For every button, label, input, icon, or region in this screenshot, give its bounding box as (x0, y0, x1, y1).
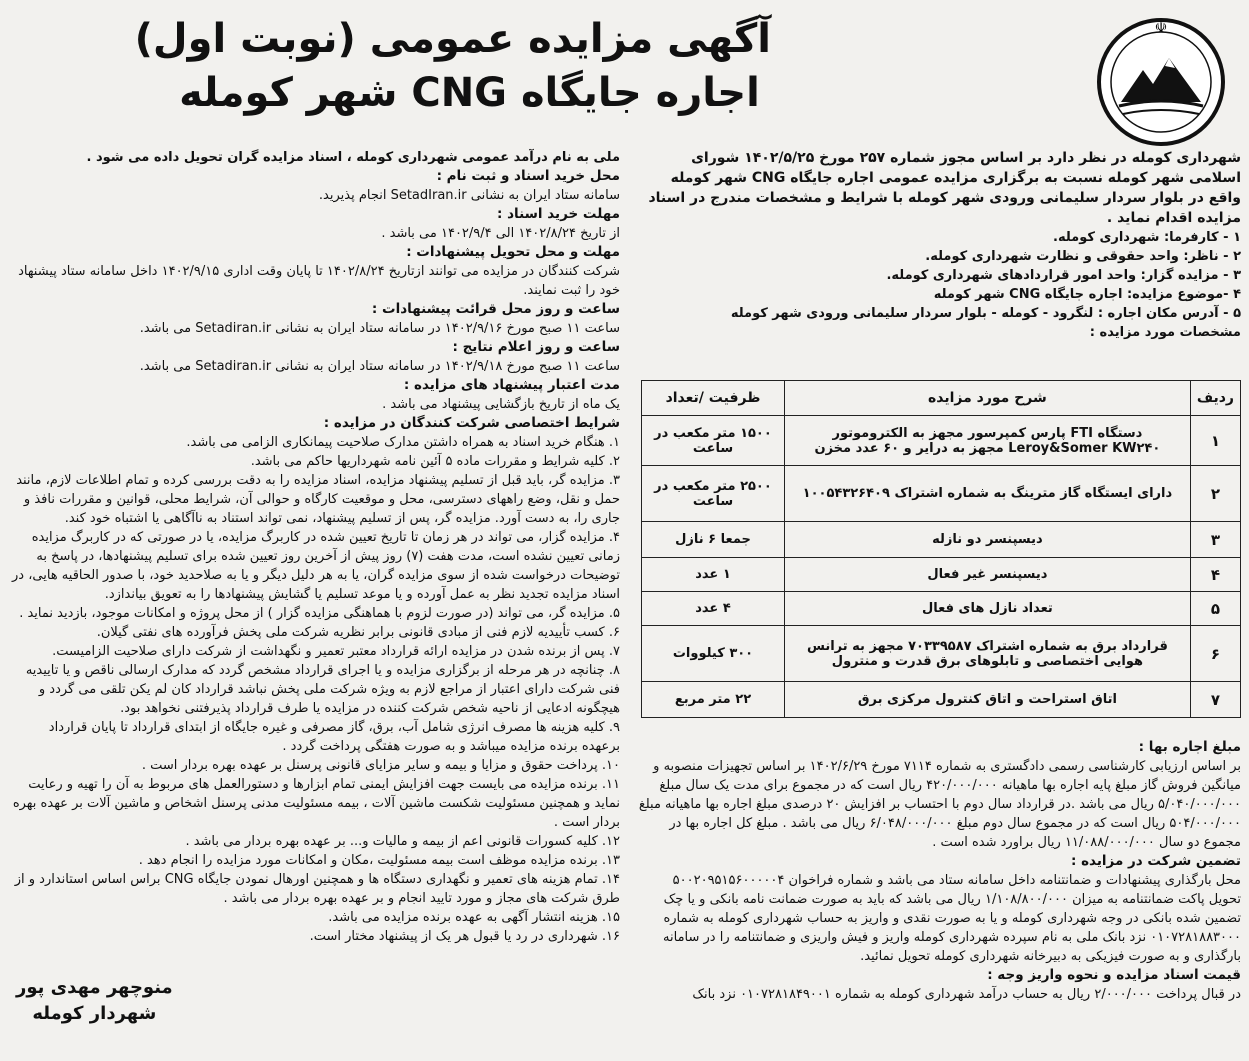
table-row (642, 558, 1241, 592)
section-text: شرکت کنندگان در مزایده می توانند ازتاریخ ۱۴۰۲/۸/۲۴ تا پایان وقت اداری ۱۴۰۲/۹/۱۵ داخل سامانه ستاد پیشنهاد خود را ثبت نمایند. (18, 264, 620, 298)
condition-item: ۱۳. برنده مزایده موظف است بیمه مسئولیت ،مکان و امکانات مورد مزایده را انجام دهد . (138, 853, 620, 868)
docs-price-heading: قیمت اسناد مزایده و نحوه واریز وجه : (987, 967, 1241, 983)
list-item: ۵ - آدرس مکان اجاره : لنگرود - کومله - بلوار سردار سلیمانی ورودی شهر کومله (730, 306, 1241, 321)
table-row (642, 466, 1241, 522)
col-header-capacity: ظرفیت /تعداد (642, 381, 785, 416)
section-text: ساعت ۱۱ صبح مورخ ۱۴۰۲/۹/۱۸ در سامانه ستاد ایران به نشانی Setadiran.ir می باشد. (139, 359, 620, 374)
row-description: دیسپنسر غیر فعال (785, 558, 1191, 592)
intro-paragraph: شهرداری کومله در نظر دارد بر اساس مجوز شماره ۲۵۷ مورخ ۱۴۰۲/۵/۲۵ شورای اسلامی شهر کومله نسبت به برگزاری مزایده عمومی اجاره جایگاه CNG شهر کومله واقع در بلوار سردار سلیمانی ورودی شهر کومله با شرایط و مشخصات مندرج در اسناد مزایده اقدام نماید . (648, 150, 1241, 226)
row-capacity: ۲۵۰۰ متر مکعب در ساعت (642, 466, 785, 522)
col-header-description: شرح مورد مزایده (785, 381, 1191, 416)
items-table (641, 380, 1241, 718)
row-capacity: ۴ عدد (642, 592, 785, 626)
condition-item: ۷. پس از برنده شدن در مزایده ارائه قرارداد معتبر تعمیر و نگهداشت از شرکت دارای صلاحیت الزامیست. (52, 644, 620, 659)
table-row (642, 682, 1241, 718)
municipality-logo (1091, 10, 1231, 150)
row-index: ۲ (1190, 466, 1240, 522)
condition-item: ۱۱. برنده مزایده می بایست جهت افزایش ایمنی تمام ابزارها و دستورالعمل های مربوط به آن را تهیه و رعایت نماید و همچنین مسئولیت شکست ماشین آلات ، بیمه مسئولیت مدنی پرسنل اشخاص و ماشین آلات بر عهده بهره بردار است . (12, 777, 620, 830)
table-row (642, 416, 1241, 466)
row-description: اتاق استراحت و اتاق کنترول مرکزی برق (785, 682, 1191, 718)
row-description: تعداد نازل های فعال (785, 592, 1191, 626)
notice-titles (134, 12, 771, 120)
signer-name: منوچهر مهدی پور (16, 977, 173, 998)
section-heading: مهلت و محل تحویل پیشنهادات : (406, 244, 620, 260)
row-index: ۳ (1190, 522, 1240, 558)
condition-item: ۱۵. هزینه انتشار آگهی به عهده برنده مزایده می باشد. (328, 910, 620, 925)
condition-item: ۸. چنانچه در هر مرحله از برگزاری مزایده و یا اجرای قرارداد مشخص گردد که مدارک ارسالی ناقص و یا تاییدیه فنی شرکت دارای اعتبار از مراجع لازم به ویژه شرکت ملی پخش نباشد قرارداد کان لم یکن تلقی می گردد و هیچگونه ادعایی از ناحیه شخص شرکت کننده در مزایده یا طرف قرارداد پذیرفتنی نخواهد بود. (25, 663, 620, 716)
right-column (637, 148, 1241, 1057)
condition-item: ۳. مزایده گر، باید قبل از تسلیم پیشنهاد مزایده، اسناد مزایده را به دقت بررسی کرده و تمام اطلاعات لازم، مانند حمل و نقل، وضع راههای دسترسی، محل و موقعیت کارگاه و حوالی آن، شرایط محلی، قوانین و مقررات نافذ و جاری را، به دست آورد. مزایده گر، پس از تسلیم پیشنهاد، نمی تواند استناد به ناآگاهی یا اشتباه خود کند. (16, 473, 620, 526)
section-text: از تاریخ ۱۴۰۲/۸/۲۴ الی ۱۴۰۲/۹/۴ می باشد . (381, 226, 620, 241)
condition-item: ۶. کسب تأییدیه لازم فنی از مبادی قانونی برابر نظریه شرکت ملی پخش فرآورده های نفتی گیلان. (96, 625, 620, 640)
signature-block (16, 975, 173, 1027)
condition-item: ۱۶. شهرداری در رد یا قبول هر یک از پیشنهاد مختار است. (309, 929, 620, 944)
row-index: ۵ (1190, 592, 1240, 626)
table-row (642, 592, 1241, 626)
condition-item: ۹. کلیه هزینه ها مصرف انرژی شامل آب، برق، گاز مصرفی و غیره جایگاه از ابتدای قرارداد تا پایان قرارداد برعهده برنده مزایده میباشد و به صورت هفتگی پرداخت گردد . (48, 720, 620, 754)
section-text: یک ماه از تاریخ بازگشایی پیشنهاد می باشد . (382, 397, 620, 412)
condition-item: ۱. هنگام خرید اسناد به همراه داشتن مدارک صلاحیت پیمانکاری الزامی می باشد. (186, 435, 620, 450)
notice-title: آگهی مزایده عمومی (نوبت اول) (134, 16, 771, 62)
row-capacity: ۱ عدد (642, 558, 785, 592)
row-capacity: جمعا ۶ نازل (642, 522, 785, 558)
section-text: ساعت ۱۱ صبح مورخ ۱۴۰۲/۹/۱۶ در سامانه ستاد ایران به نشانی Setadiran.ir می باشد. (139, 321, 620, 336)
list-item: ۴ -موضوع مزایده: اجاره جایگاه CNG شهر کومله (933, 287, 1241, 302)
rent-heading: مبلغ اجاره بها : (1138, 739, 1241, 755)
list-item: ۳ - مزایده گزار: واحد امور قراردادهای شهرداری کومله. (886, 268, 1241, 283)
guarantee-text: محل بارگذاری پیشنهادات و ضمانتنامه داخل سامانه ستاد می باشد و شماره فراخوان ۵۰۰۲۰۹۵۱۵۶۰۰۰۰۰۴ تحویل پاکت ضمانتنامه به میزان ۱/۱۰۸/۸۰۰/۰۰۰ ریال می باشد که باید به صورت ضمانت نامه بانکی و یا چک تضمین شده بانکی در وجه شهرداری کومله و یا به صورت نقدی و واریز به حساب شهرداری کومله به شماره ۰۱۰۷۲۸۱۸۸۳۰۰۰ نزد بانک ملی به نام سپرده شهرداری کومله واریز و فیش واریزی و ضمانتنامه را در سامانه بارگذاری و به صورت فیزیکی به دبیرخانه شهرداری کومله تحویل نمائید. (663, 873, 1241, 964)
condition-item: ۱۰. پرداخت حقوق و مزایا و بیمه و سایر مزایای قانونی پرسنل بر عهده بهره بردار است . (141, 758, 620, 773)
row-description: دارای ایستگاه گاز مترینگ به شماره اشتراک ۱۰۰۵۴۳۲۶۴۰۹ (785, 466, 1191, 522)
guarantee-heading: تضمین شرکت در مزایده : (1070, 853, 1241, 869)
condition-item: ۴. مزایده گزار، می تواند در هر زمان تا تاریخ تعیین شده در کاربرگ مزایده، یا در صورتی که در کاربرگ مزایده زمانی تعیین نشده است، مدت هفت (۷) روز پیش از آخرین روز تعیین شده برای تسلیم پیشنهادها، در پاسخ به توضیحات درخواست شده از سوی مزایده گران، یا به هر دلیل دیگر و یا به صلاحدید خود، با صدور الحاقیه هایی، در اسناد مزایده تجدید نظر به عمل آورده و یا موعد تسلیم یا گشایش پیشنهادها را به تعویق بیاندازد. (12, 530, 620, 602)
col-header-index: ردیف (1190, 381, 1240, 416)
svg-text:☫: ☫ (1154, 20, 1168, 36)
condition-item: ۲. کلیه شرایط و مقررات ماده ۵ آئین نامه شهرداریها حاکم می باشد. (250, 454, 620, 469)
left-column (8, 148, 620, 1057)
section-heading: محل خرید اسناد و ثبت نام : (436, 168, 620, 184)
rent-text: بر اساس ارزیابی کارشناسی رسمی دادگستری به شماره ۷۱۱۴ مورخ ۱۴۰۲/۶/۲۹ بر اساس تجهیزات منصوبه و میانگین فروش گاز مبلغ پایه اجاره بها ماهیانه ۴۲۰/۰۰۰/۰۰۰ ریال است که در مجموع برای مدت یک سال مبلغ ۵/۰۴۰/۰۰۰/۰۰۰ ریال می باشد .در قرارداد سال دوم با احتساب بر افزایش ۲۰ درصدی مبلغ اجاره بها ماهیانه مبلغ ۵۰۴/۰۰۰/۰۰۰ ریال است که در مجموع سال دوم مبلغ ۶/۰۴۸/۰۰۰/۰۰۰ ریال می باشد . مبلغ کل اجاره بها در مجموع دو سال ۱۱/۰۸۸/۰۰۰/۰۰۰ ریال براورد شده است . (638, 759, 1241, 850)
table-row (642, 626, 1241, 682)
docs-price-text: در قبال پرداخت ۲/۰۰۰/۰۰۰ ریال به حساب درآمد شهرداری کومله به شماره ۰۱۰۷۲۸۱۸۴۹۰۰۱ نزد بانک (692, 987, 1241, 1002)
table-row (642, 522, 1241, 558)
row-index: ۶ (1190, 626, 1240, 682)
section-heading: مهلت خرید اسناد : (497, 206, 620, 222)
section-text: سامانه ستاد ایران به نشانی SetadIran.ir انجام پذیرید. (318, 188, 620, 203)
table-header-row (642, 381, 1241, 416)
row-capacity: ۲۲ متر مربع (642, 682, 785, 718)
condition-item: ۵. مزایده گر، می تواند (در صورت لزوم با هماهنگی مزایده گزار ) از محل پروژه و امکانات موجود، بازدید نماید . (19, 606, 620, 621)
row-capacity: ۳۰۰ کیلووات (642, 626, 785, 682)
condition-item: ۱۲. کلیه کسورات قانونی اعم از بیمه و مالیات و... بر عهده بهره بردار می باشد . (185, 834, 620, 849)
row-description: قرارداد برق به شماره اشتراک ۷۰۳۳۹۵۸۷ مجهز به ترانس هوایی اختصاصی و تابلوهای برق قدرت و منترول (785, 626, 1191, 682)
notice-header (8, 6, 1241, 148)
notice-body (8, 148, 1241, 1057)
logo-emblem-icon (1091, 10, 1231, 150)
signer-title: شهردار کومله (32, 1003, 157, 1024)
notice-subtitle: اجاره جایگاه CNG شهر کومله (179, 70, 760, 116)
row-description: دستگاه FTI پارس کمپرسور مجهز به الکتروموتور Leroy&Somer KW۲۴۰ مجهز به درایر و ۶۰ عدد مخزن (785, 416, 1191, 466)
list-item: ۲ - ناظر: واحد حقوقی و نظارت شهرداری کومله. (925, 249, 1241, 264)
row-index: ۷ (1190, 682, 1240, 718)
row-index: ۱ (1190, 416, 1240, 466)
row-capacity: ۱۵۰۰ متر مکعب در ساعت (642, 416, 785, 466)
financial-section (637, 738, 1241, 1004)
left-text-block (8, 148, 620, 946)
section-heading: مدت اعتبار پیشنهاد های مزایده : (403, 377, 620, 393)
row-index: ۴ (1190, 558, 1240, 592)
section-heading: ساعت و روز اعلام نتایج : (452, 339, 620, 355)
section-heading: ساعت و روز محل قرائت پیشنهادات : (371, 301, 620, 317)
docs-delivery-text: ملی به نام درآمد عمومی شهرداری کومله ، اسناد مزایده گران تحویل داده می شود . (86, 150, 620, 165)
row-description: دیسپنسر دو نازله (785, 522, 1191, 558)
list-item: ۱ - کارفرما: شهرداری کومله. (1053, 230, 1241, 245)
specs-heading: مشخصات مورد مزایده : (1089, 325, 1241, 340)
section-heading: شرایط اختصاصی شرکت کنندگان در مزایده : (323, 415, 620, 431)
condition-item: ۱۴. تمام هزینه های تعمیر و نگهداری دستگاه ها و همچنین اورهال نمودن جایگاه CNG براس اساس استاندارد و از طرق شرکت های مجاز و مورد تایید انجام و بر عهده بهره بردار می باشد . (14, 872, 620, 906)
